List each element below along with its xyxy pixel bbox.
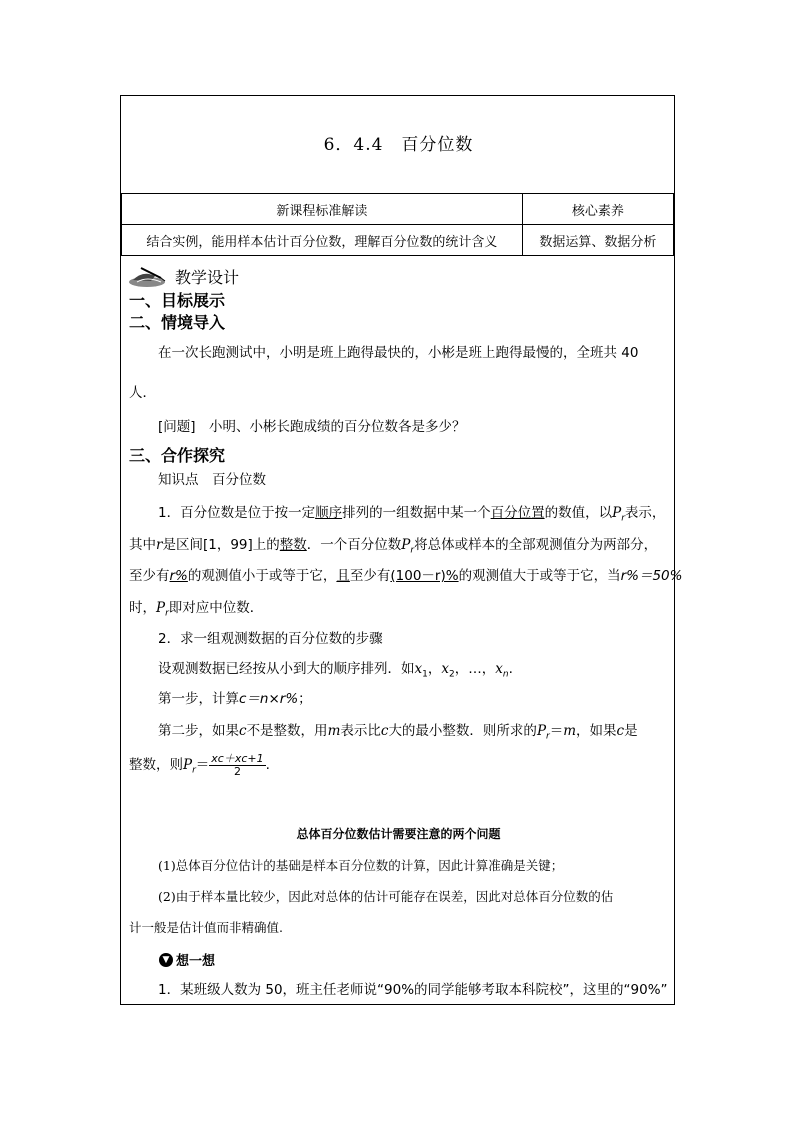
subscript-r: r [546, 731, 550, 742]
knowledge-point: 知识点 百分位数 [158, 472, 266, 488]
section-situation-heading: 二、情境导入 [129, 313, 226, 332]
definition-line-1 [158, 503, 665, 529]
symbol-x: x [495, 661, 503, 677]
teaching-design-heading [127, 264, 239, 288]
think-question-1: 1．某班级人数为 50，班主任老师说“90%的同学能够考取本科院校”，这里的“90%” [158, 982, 668, 998]
text: 将总体或样本的全部观测值分为两部分， [414, 537, 658, 553]
symbol-c: c [239, 723, 247, 739]
definition-line-4 [129, 598, 263, 624]
text: ； [298, 691, 312, 707]
text: 是 [624, 723, 638, 739]
symbol-c: c [616, 723, 625, 739]
text: 的数值，以 [544, 505, 613, 521]
formula: c＝n×r% [239, 691, 299, 707]
text: … [468, 661, 482, 677]
text: 第一步，计算 [158, 691, 239, 707]
definition-line-2 [129, 535, 657, 561]
note-item-2b: 计一般是估计值而非精确值. [129, 920, 283, 935]
standards-content-row [122, 225, 674, 256]
subscript: 2 [448, 669, 455, 680]
step-two-line [158, 721, 638, 747]
symbol-p: P [536, 723, 547, 739]
pen-book-icon [127, 264, 173, 288]
text: ， [454, 661, 469, 677]
symbol-x: x [414, 661, 423, 677]
steps-setup-line [158, 659, 513, 685]
text: 至少有 [349, 568, 391, 584]
section-goal-heading: 一、目标展示 [129, 291, 226, 310]
teaching-design-label: 教学设计 [175, 267, 240, 287]
symbol-m: m [327, 723, 341, 739]
chevron-down-icon: ▼ [159, 953, 173, 967]
symbol-p: P [612, 505, 622, 521]
text: 时， [129, 600, 156, 616]
text: 设观测数据已经按从小到大的顺序排列．如 [158, 661, 415, 677]
text: 第二步，如果 [158, 723, 239, 739]
step-one-line [158, 689, 312, 709]
symbol-x: x [441, 661, 449, 677]
symbol-p: P [183, 757, 193, 773]
standards-col2-header: 核心素养 [522, 194, 673, 225]
intro-question: [问题] 小明、小彬长跑成绩的百分位数各是多少？ [158, 419, 466, 435]
standards-col1-text: 结合实例，能用样本估计百分位数，理解百分位数的统计含义 [122, 225, 523, 256]
underlined-term: 顺序 [315, 505, 343, 521]
standards-col1-header: 新课程标准解读 [122, 194, 523, 225]
symbol-p: P [156, 600, 166, 616]
symbol-r: r [156, 537, 163, 553]
subscript: 1 [422, 669, 428, 680]
text: r%＝50% [620, 568, 683, 584]
text: 表示比 [340, 723, 381, 739]
underlined-term: 且 [336, 568, 350, 584]
think-heading [159, 950, 215, 969]
subscript: n [502, 669, 509, 680]
step-three-line [129, 748, 270, 788]
think-label: 想一想 [176, 954, 216, 969]
text: 表示， [624, 505, 666, 521]
text: 其中 [129, 537, 156, 553]
symbol-m: m [563, 723, 577, 739]
steps-heading: 2．求一组观测数据的百分位数的步骤 [158, 631, 383, 647]
fraction-denominator: 2 [233, 764, 241, 778]
symbol-p: P [401, 537, 411, 553]
text: 排列的一组数据中某一个 [342, 505, 491, 521]
fraction [209, 753, 265, 778]
text: 1．百分位数是位于按一定 [158, 505, 316, 521]
intro-line-1: 在一次长跑测试中，小明是班上跑得最快的，小彬是班上跑得最慢的，全班共 40 [158, 345, 639, 361]
symbol-c: c [380, 723, 389, 739]
text: 是区间[1，99]上的 [162, 537, 280, 553]
text: ．一个百分位数 [306, 537, 402, 553]
page-title: 6．4.4 百分位数 [323, 135, 474, 155]
standards-col2-text: 数据运算、数据分析 [522, 225, 673, 256]
subscript-r: r [165, 608, 169, 619]
definition-line-3 [129, 566, 682, 586]
underlined-term: (100－r)% [390, 568, 459, 584]
text: ，如果 [576, 723, 617, 739]
note-title: 总体百分位数估计需要注意的两个问题 [296, 827, 501, 841]
text: 整数，则 [129, 757, 183, 773]
underlined-term: r% [169, 568, 188, 584]
text: 不是整数，用 [246, 723, 328, 739]
note-item-1: (1)总体百分位估计的基础是样本百分位数的计算，因此计算准确是关键； [158, 858, 564, 873]
text: 大的最小整数．则所求的 [388, 723, 537, 739]
standards-table [121, 193, 674, 256]
fraction-numerator: xc＋xc+1 [211, 751, 264, 765]
text: 即对应中位数． [168, 600, 264, 616]
subscript-r: r [621, 513, 625, 524]
text: ， [481, 661, 496, 677]
text: ＝ [195, 757, 210, 773]
text: . [265, 757, 270, 773]
note-item-2a: (2)由于样本量比较少，因此对总体的估计可能存在误差，因此对总体百分位数的估 [158, 889, 614, 904]
underlined-term: 百分位置 [490, 505, 545, 521]
standards-header-row [122, 194, 674, 225]
section-explore-heading: 三、合作探究 [129, 446, 226, 465]
text: 的观测值小于或等于它， [187, 568, 337, 584]
text: . [508, 661, 513, 677]
text: 至少有 [129, 568, 170, 584]
text: 的观测值大于或等于它，当 [458, 568, 621, 584]
underlined-term: 整数 [279, 537, 307, 553]
text: ， [427, 661, 442, 677]
text: ＝ [549, 723, 564, 739]
subscript-r: r [192, 765, 196, 776]
subscript-r: r [410, 545, 415, 556]
document-frame [120, 95, 683, 1005]
intro-line-2: 人． [129, 385, 156, 401]
